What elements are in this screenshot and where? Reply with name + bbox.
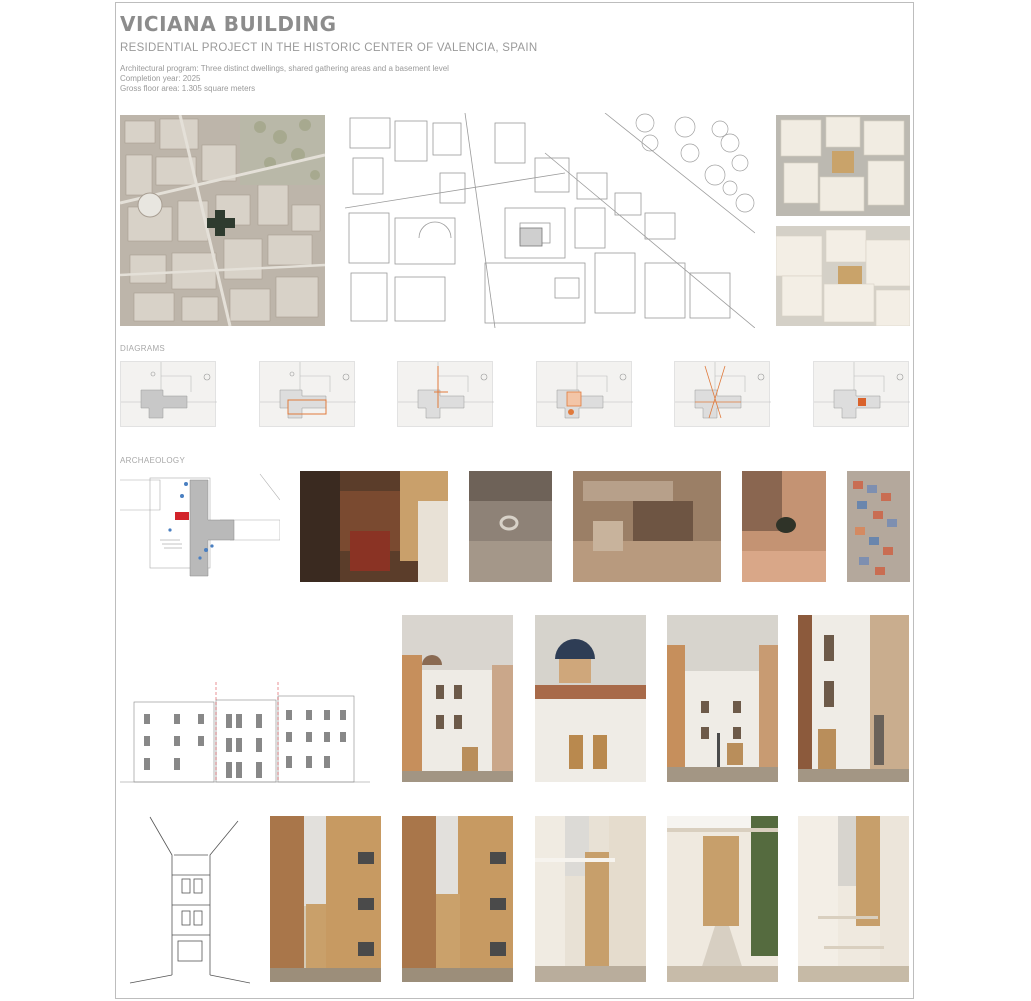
meta-year: Completion year: 2025 [120,74,201,83]
street-elevation-drawing [120,680,370,790]
diagram-2 [259,361,355,427]
archaeology-photo-excavation [300,471,448,582]
page-title: VICIANA BUILDING [120,12,337,36]
site-plan-drawing [345,113,755,328]
street-photo-3 [535,816,646,982]
archaeology-photo-vessel [742,471,826,582]
diagram-5 [674,361,770,427]
street-photo-1 [270,816,381,982]
facade-photo-2 [535,615,646,782]
archaeology-section-title: ARCHAEOLOGY [120,456,186,465]
model-photo-perspective [776,226,910,326]
archaeology-photo-mosaic [847,471,910,582]
facade-photo-1 [402,615,513,782]
diagram-1 [120,361,216,427]
diagram-4 [536,361,632,427]
street-photo-2 [402,816,513,982]
street-photo-5 [798,816,909,982]
model-photo-top [776,115,910,216]
page-subtitle: RESIDENTIAL PROJECT IN THE HISTORIC CENTER OF VALENCIA, SPAIN [120,42,538,54]
meta-program: Architectural program: Three distinct dwellings, shared gathering areas and a basement level [120,64,449,73]
facade-photo-3 [667,615,778,782]
archaeology-photo-foundations [573,471,721,582]
aerial-photo [120,115,325,326]
diagram-3 [397,361,493,427]
archaeology-photo-well [469,471,552,582]
archaeology-plan-drawing [120,470,280,580]
project-meta [120,64,449,94]
diagram-6 [813,361,909,427]
street-sketch-drawing [120,815,250,985]
meta-area: Gross floor area: 1.305 square meters [120,84,256,93]
facade-photo-4 [798,615,909,782]
street-photo-4 [667,816,778,982]
diagrams-section-title: DIAGRAMS [120,344,166,353]
